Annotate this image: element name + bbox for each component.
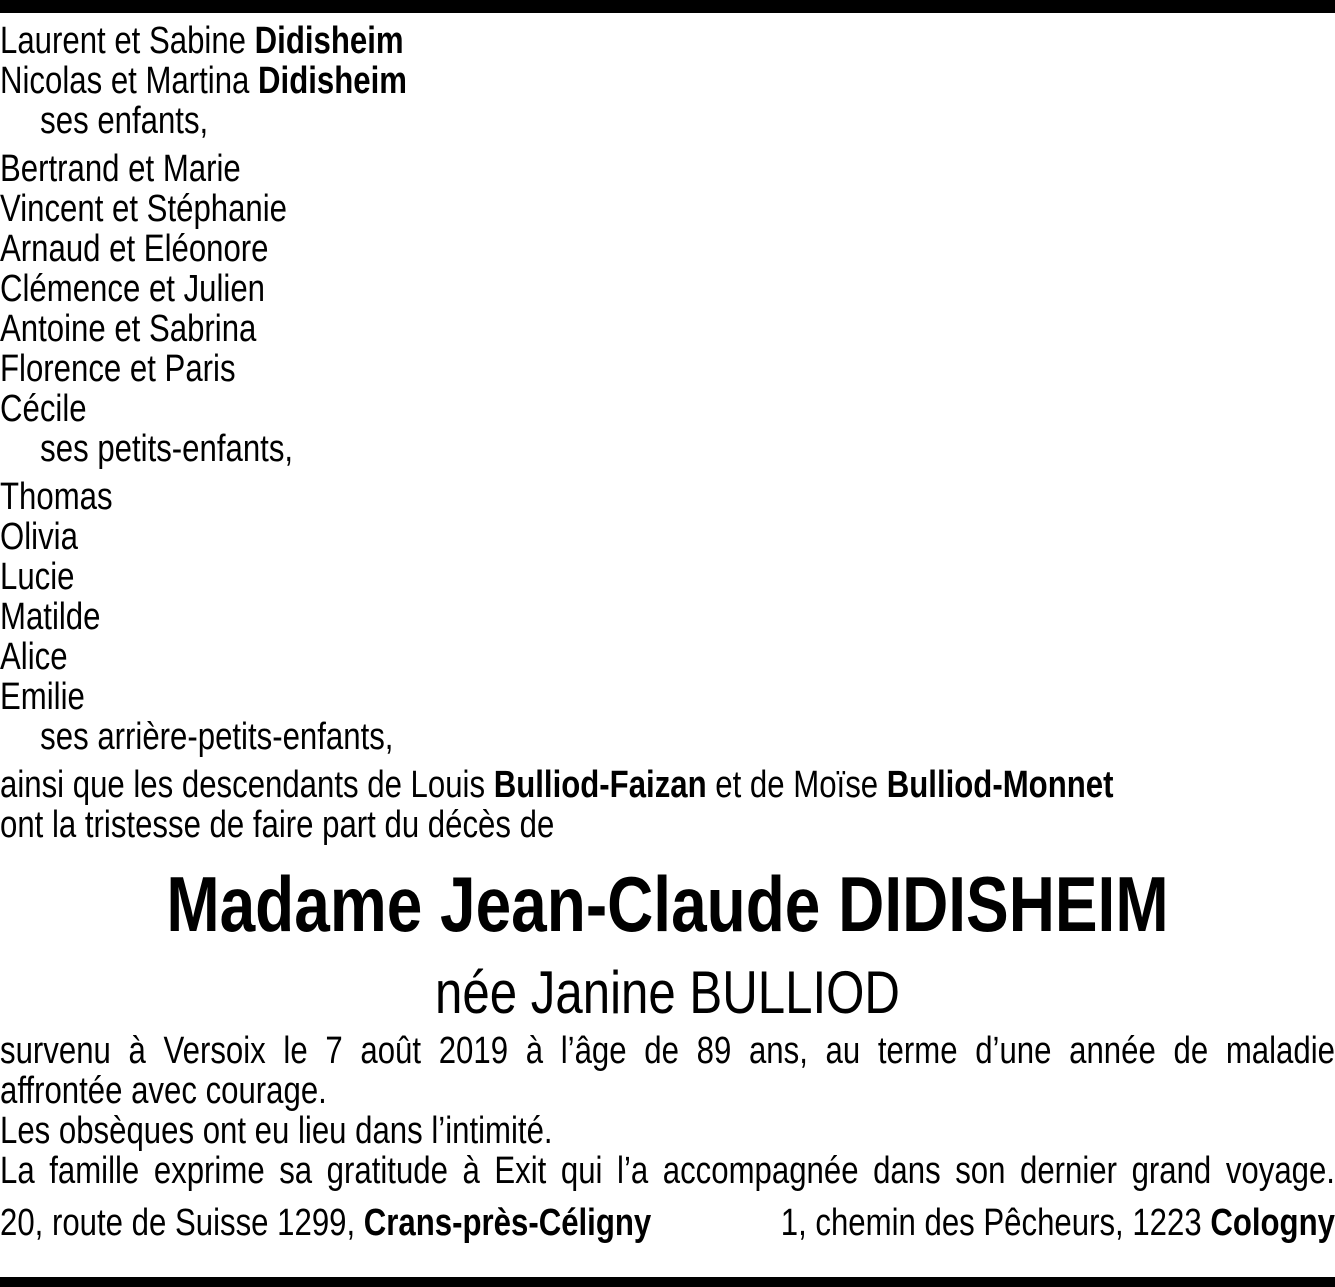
family-line: Lucie: [0, 556, 75, 598]
family-line: Alice: [0, 636, 68, 678]
children-group: [0, 21, 1335, 141]
family-line: Thomas: [0, 476, 113, 518]
top-edge-bar: [0, 0, 1335, 13]
gratitude-line: La famille exprime sa gratitude à Exit qui l’a accompagnée dans son dernier grand voyage.: [0, 1150, 1335, 1192]
family-line-text: Laurent et Sabine: [0, 20, 255, 62]
address-right: [781, 1203, 1335, 1243]
ancestry-paragraph: [0, 765, 1335, 845]
address-right-locality: Cologny: [1210, 1202, 1335, 1244]
address-right-text: 1, chemin des Pêcheurs, 1223: [780, 1202, 1211, 1244]
bottom-edge-bar: [0, 1277, 1335, 1287]
ancestry-line: [0, 765, 1335, 805]
obituary-notice: [0, 13, 1335, 1243]
family-name-bold: Didisheim: [258, 60, 407, 102]
ancestry-line: ont la tristesse de faire part du décès de: [0, 804, 555, 846]
family-line: Cécile: [0, 388, 87, 430]
relation-closing: ses petits-enfants,: [40, 428, 294, 470]
death-line: survenu à Versoix le 7 août 2019 à l’âge de 89 ans, au terme d’une année de maladie: [0, 1030, 1335, 1072]
death-details-paragraph: [0, 1031, 1335, 1191]
family-line: Olivia: [0, 516, 78, 558]
family-line: Arnaud et Eléonore: [0, 228, 269, 270]
funeral-line: Les obsèques ont eu lieu dans l’intimité.: [0, 1110, 553, 1152]
family-line: Florence et Paris: [0, 348, 236, 390]
deceased-name-title: Madame Jean-Claude DIDISHEIM: [166, 860, 1169, 948]
maiden-name: née Janine BULLIOD: [434, 959, 900, 1026]
family-line-text: Nicolas et Martina: [0, 60, 259, 102]
family-line: Antoine et Sabrina: [0, 308, 257, 350]
address-left-locality: Crans-près-Céligny: [363, 1202, 652, 1244]
family-line: Clémence et Julien: [0, 268, 266, 310]
family-name-bold: Bulliod-Monnet: [886, 764, 1114, 806]
family-line: Vincent et Stéphanie: [0, 188, 288, 230]
addresses-row: [0, 1203, 1335, 1243]
ancestry-text: ainsi que les descendants de Louis: [0, 764, 494, 806]
family-line: Bertrand et Marie: [0, 148, 241, 190]
address-left: [0, 1203, 651, 1243]
family-line: [0, 21, 1335, 61]
relation-closing: ses enfants,: [40, 100, 209, 142]
death-line: affrontée avec courage.: [0, 1070, 327, 1112]
family-line: Emilie: [0, 676, 85, 718]
grandchildren-group: [0, 149, 1335, 469]
great-grandchildren-group: [0, 477, 1335, 757]
relation-closing: ses arrière-petits-enfants,: [40, 716, 394, 758]
family-line: Matilde: [0, 596, 101, 638]
family-line: [0, 61, 1335, 101]
ancestry-text: et de Moïse: [706, 764, 887, 806]
family-name-bold: Didisheim: [254, 20, 404, 62]
address-left-text: 20, route de Suisse 1299,: [0, 1202, 364, 1244]
family-name-bold: Bulliod-Faizan: [493, 764, 707, 806]
